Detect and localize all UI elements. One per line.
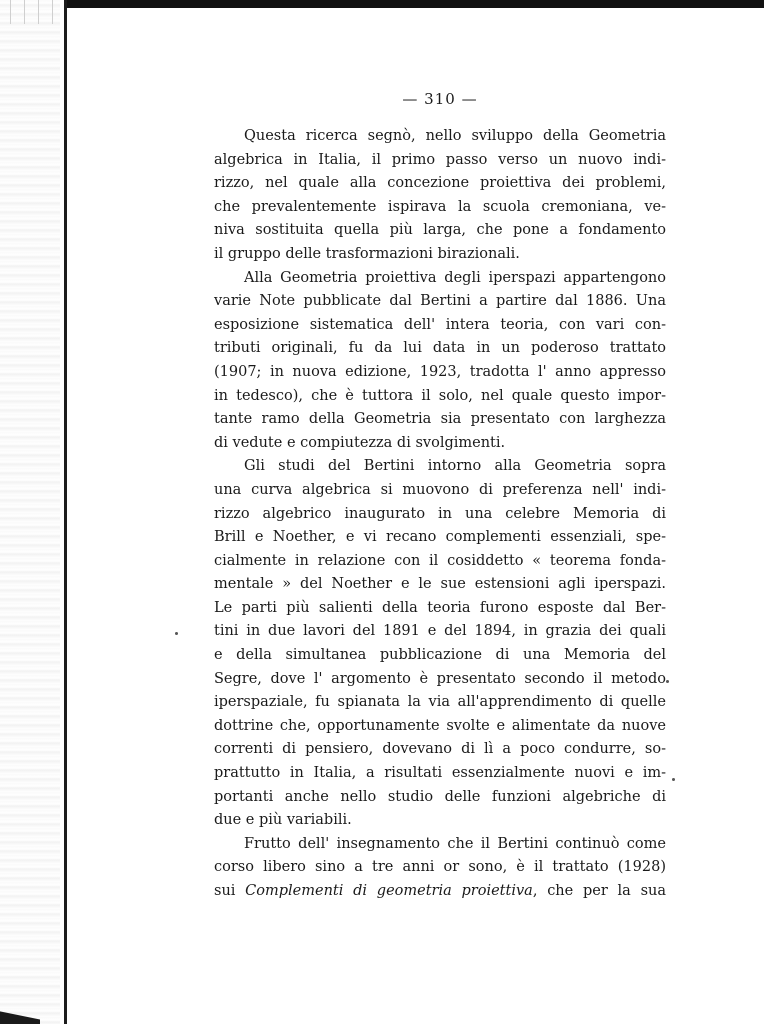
text-line: correnti di pensiero, dovevano di lì a poco condurre, so- <box>214 741 666 758</box>
text-line: iperspaziale, fu spianata la via all'apprendimento di quelle <box>214 694 666 711</box>
final-line-after: , che per la sua <box>532 883 666 899</box>
text-line: dottrine che, opportunamente svolte e alimentate da nuove <box>214 717 666 734</box>
text-line: rizzo algebrico inaugurato in una celebre Memoria di <box>214 505 666 522</box>
body-text <box>214 125 666 904</box>
scan-edge-noise <box>0 0 60 1024</box>
text-line: tributi originali, fu da lui data in un poderoso trattato <box>214 340 666 357</box>
text-line: corso libero sino a tre anni or sono, è il trattato (1928) <box>214 859 666 876</box>
page-number: — 310 — <box>402 90 478 108</box>
text-line: in tedesco), che è tuttora il solo, nel quale questo impor- <box>214 387 666 404</box>
text-line: e della simultanea pubblicazione di una Memoria del <box>214 647 666 664</box>
text-line: esposizione sistematica dell' intera teoria, con vari con- <box>214 316 666 333</box>
text-line: due e più variabili. <box>214 812 352 829</box>
speck <box>672 778 675 781</box>
text-line: Segre, dove l' argomento è presentato secondo il metodo <box>214 670 666 687</box>
text-line: cialmente in relazione con il cosiddetto « teorema fonda- <box>214 552 666 569</box>
text-line: mentale » del Noether e le sue estensioni agli iperspazi. <box>214 576 666 593</box>
text-line: Le parti più salienti della teoria furono esposte dal Ber- <box>214 599 666 616</box>
text-line: algebrica in Italia, il primo passo verso un nuovo indi- <box>214 151 666 168</box>
text-line-final <box>214 880 666 904</box>
text-line: niva sostituita quella più larga, che pone a fondamento <box>214 222 666 239</box>
speck <box>666 680 669 683</box>
text-line: che prevalentemente ispirava la scuola cremoniana, ve- <box>214 198 666 215</box>
text-line: tini in due lavori del 1891 e del 1894, in grazia dei quali <box>214 623 666 640</box>
text-line: prattutto in Italia, a risultati essenzialmente nuovi e im- <box>214 765 666 782</box>
text-line: di vedute e compiutezza di svolgimenti. <box>214 434 506 451</box>
text-line: il gruppo delle trasformazioni birazionali. <box>214 245 520 262</box>
text-line: rizzo, nel quale alla concezione proiettiva dei problemi, <box>214 175 666 192</box>
text-line: Gli studi del Bertini intorno alla Geometria sopra <box>244 458 666 475</box>
text-line: varie Note pubblicate dal Bertini a partire dal 1886. Una <box>214 293 666 310</box>
text-line: Brill e Noether, e vi recano complementi essenziali, spe- <box>214 529 666 546</box>
text-line: Frutto dell' insegnamento che il Bertini continuò come <box>244 835 666 852</box>
scan-top-border <box>64 0 764 8</box>
text-line: una curva algebrica si muovono di preferenza nell' indi- <box>214 481 666 498</box>
text-line: Alla Geometria proiettiva degli iperspazi appartengono <box>244 269 666 286</box>
book-title: Complementi di geometria proiettiva <box>245 883 533 899</box>
text-line: tante ramo della Geometria sia presentato con larghezza <box>214 411 666 428</box>
scan-left-border <box>64 0 67 1024</box>
speck <box>175 632 178 635</box>
text-line: Questa ricerca segnò, nello sviluppo della Geometria <box>244 128 666 144</box>
text-line: portanti anche nello studio delle funzioni algebriche di <box>214 788 666 805</box>
final-line-before: sui <box>214 883 246 899</box>
text-line: (1907; in nuova edizione, 1923, tradotta l' anno appresso <box>214 363 666 380</box>
